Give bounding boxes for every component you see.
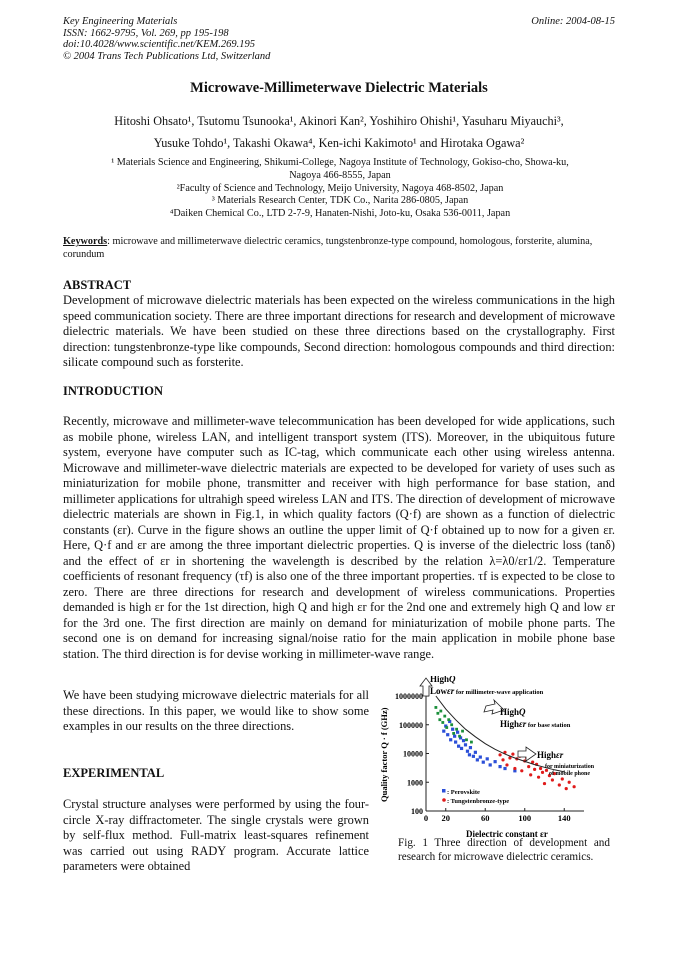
data-point-tungstenbronze <box>501 758 504 761</box>
keywords-text: : microwave and millimeterwave dielectric ceramics, tungstenbronze-type compound, homologous, forsterite, alumina, corundum <box>63 236 593 260</box>
paper-title: Microwave-Millimeterwave Dielectric Materials <box>190 80 488 96</box>
data-point-tungstenbronze <box>537 776 540 779</box>
data-point-other <box>458 735 461 738</box>
annotation-high-er-line1: Highεr <box>537 750 564 760</box>
data-point-perovskite <box>476 758 479 761</box>
issn: ISSN: 1662-9795, Vol. 269, pp 195-198 <box>63 27 229 39</box>
annotation-high-er-line3: of mobile phone <box>549 771 591 777</box>
data-point-perovskite <box>482 761 485 764</box>
y-tick-label: 100 <box>411 807 423 816</box>
data-point-tungstenbronze <box>573 785 576 788</box>
legend-swatch-tungstenbronze <box>442 798 446 802</box>
x-tick-label: 20 <box>441 813 450 823</box>
abstract-heading: ABSTRACT <box>63 278 132 292</box>
data-point-tungstenbronze <box>529 773 532 776</box>
data-point-perovskite <box>472 755 475 758</box>
data-point-perovskite <box>494 760 497 763</box>
affiliations <box>70 157 610 221</box>
figure-1-caption: Fig. 1 Three direction of development and research for microwave dielectric ceramics. <box>398 837 610 863</box>
authors-line-1: Hitoshi Ohsato¹, Tsutomu Tsunooka¹, Akinori Kan², Yoshihiro Ohishi¹, Yasuharu Miyauchi³, <box>114 114 564 128</box>
author-list <box>63 110 615 154</box>
data-point-perovskite <box>446 733 449 736</box>
data-point-tungstenbronze <box>527 765 530 768</box>
data-point-tungstenbronze <box>533 768 536 771</box>
abstract-text: Development of microwave dielectric materials has been expected on the wireless communications in the high speed communication society. There are three important directions for research and development of microwave dielectric materials. We have been studied on these three directions based on the crystallography. First direction: tungstenbronze-type like compounds, Second direction: homologous compounds and third direction: silicate compound such as forsterite. <box>63 293 615 369</box>
data-point-tungstenbronze <box>561 777 564 780</box>
introduction-paragraph-2: We have been studying microwave dielectric materials for all these directions. In this paper, we would like to show some examples in our results on the three directions. <box>63 688 369 733</box>
data-point-tungstenbronze <box>539 767 542 770</box>
x-tick-label: 100 <box>518 813 532 823</box>
data-point-other <box>455 728 458 731</box>
annotation-low-er-line2: Lowεr for millimeter-wave application <box>430 686 544 696</box>
experimental-heading: EXPERIMENTAL <box>63 766 165 780</box>
affiliation-2: ²Faculty of Science and Technology, Meijo University, Nagoya 468-8502, Japan <box>176 182 504 194</box>
legend-swatch-perovskite <box>442 789 446 793</box>
annotation-base-station-line2: Highεr for base station <box>500 719 571 729</box>
introduction-paragraph-1: Recently, microwave and millimeter-wave telecommunication has been developed for wide applications, such as mobile phone, wireless LAN, and intelligent transport system (ITS). Moreover, in the ubiquitous future system, everyone have computer such as IC-tag, which communicate each other using wireless antenna. Microwave and millimeter-wave dielectric materials are expected to be developed for variety of uses such as miniaturization for mobile phone, transmitter and receiver with high performance for base station, and millimeter applications for ultrahigh speed wireless LAN and ITS. The direction of development of microwave dielectric materials are shown in Fig.1, in which quality factors (Q·f) are shown as a function of dielectric constants (εr). Curve in the figure shows an outline the upper limit of Q·f obtained up to now for a given εr. Here, Q·f and εr are among the three important dielectric properties. Q is inverse of the dielectric loss (tanδ) and the effect of εr in shortening the wavelength is described by the relation λ=λ0/εr1/2. Temperature coefficients of resonant frequency (τf) is also one of the three important properties. τf is expected to be close to zero. There are three directions for research and development of wireless communications. Properties demanded is high εr for the 1st direction, high Q and high εr for the 2nd one and extremely high Q and low εr for the 3rd one. The first direction are mainly on demand for miniaturization of mobile phone parts. The second one is on demand for increasing signal/noise ratio for the main application in mobile phone base station. The third direction is for devise working in millimeter-wave range. <box>63 414 615 661</box>
annotation-base-station-line1: HighQ <box>500 707 526 717</box>
y-tick-label: 1000000 <box>395 692 423 701</box>
data-point-perovskite <box>464 743 467 746</box>
affiliation-1-cont: Nagoya 466-8555, Japan <box>289 169 391 181</box>
data-point-tungstenbronze <box>558 783 561 786</box>
experimental-paragraph-1: Crystal structure analyses were performed by using the four-circle X-ray diffractometer. The single crystals were grown by self-flux method. Full-matrix least-squares refinement was carried out using RADY program. Accurate lattice parameters were obtained <box>63 797 369 873</box>
affiliation-3: ³ Materials Research Center, TDK Co., Narita 286-0805, Japan <box>211 195 469 207</box>
annotation-low-er-line1: HighQ <box>430 676 456 684</box>
data-point-other <box>438 718 441 721</box>
x-axis-label: Dielectric constant εr <box>466 829 548 839</box>
online-date: Online: 2004-08-15 <box>531 16 615 27</box>
data-point-tungstenbronze <box>505 763 508 766</box>
data-point-tungstenbronze <box>568 781 571 784</box>
affiliation-1: ¹ Materials Science and Engineering, Shikumi-College, Nagoya Institute of Technology, Gokiso-cho, Showa-ku, <box>111 157 569 168</box>
arrow-high-er <box>518 747 536 761</box>
data-point-perovskite <box>454 740 457 743</box>
data-point-tungstenbronze <box>543 782 546 785</box>
data-point-other <box>447 718 450 721</box>
data-point-perovskite <box>479 755 482 758</box>
x-tick-label: 0 <box>423 813 429 823</box>
data-point-other <box>461 730 464 733</box>
data-point-perovskite <box>468 753 471 756</box>
x-tick-label: 60 <box>481 813 490 823</box>
data-point-tungstenbronze <box>513 767 516 770</box>
y-axis-label: Quality factor Q · f (GHz) <box>379 707 389 802</box>
data-point-perovskite <box>457 745 460 748</box>
keywords <box>63 236 618 262</box>
y-tick-label: 100000 <box>399 720 423 730</box>
keywords-label: Keywords <box>63 236 108 247</box>
annotation-high-er-line2: for miniaturization <box>545 764 595 770</box>
data-point-other <box>436 712 439 715</box>
data-point-perovskite <box>466 750 469 753</box>
data-point-tungstenbronze <box>551 778 554 781</box>
data-point-tungstenbronze <box>511 753 514 756</box>
data-point-perovskite <box>486 757 489 760</box>
data-point-tungstenbronze <box>565 787 568 790</box>
data-point-other <box>439 710 442 713</box>
authors-line-2: Yusuke Tohdo¹, Takashi Okawa⁴, Ken-ichi Kakimoto¹ and Hirotaka Ogawa² <box>153 136 525 150</box>
data-point-tungstenbronze <box>498 753 501 756</box>
legend-tungstenbronze: : Tungstenbronze-type <box>447 798 510 805</box>
legend-perovskite: : Perovskite <box>447 789 480 796</box>
data-point-other <box>470 741 473 744</box>
data-point-perovskite <box>453 735 456 738</box>
data-point-perovskite <box>451 728 454 731</box>
data-point-other <box>465 738 468 741</box>
data-point-tungstenbronze <box>520 769 523 772</box>
data-point-other <box>434 706 437 709</box>
data-point-other <box>443 715 446 718</box>
data-point-perovskite <box>442 730 445 733</box>
data-point-other <box>445 726 448 729</box>
data-point-other <box>452 732 455 735</box>
doi: doi:10.4028/www.scientific.net/KEM.269.195 <box>63 39 255 50</box>
data-point-perovskite <box>503 767 506 770</box>
y-tick-label: 10000 <box>403 749 423 759</box>
data-point-other <box>441 721 444 724</box>
copyright: © 2004 Trans Tech Publications Ltd, Switzerland <box>63 50 271 62</box>
data-point-tungstenbronze <box>541 771 544 774</box>
data-point-perovskite <box>474 751 477 754</box>
data-point-perovskite <box>469 746 472 749</box>
data-point-perovskite <box>456 731 459 734</box>
x-tick-label: 140 <box>557 813 571 823</box>
data-point-perovskite <box>449 738 452 741</box>
data-point-perovskite <box>460 747 463 750</box>
introduction-heading: INTRODUCTION <box>63 384 164 398</box>
data-point-perovskite <box>489 763 492 766</box>
data-point-perovskite <box>462 739 465 742</box>
data-point-other <box>450 723 453 726</box>
journal-name: Key Engineering Materials <box>63 16 178 27</box>
y-tick-label: 1000 <box>407 778 423 788</box>
data-point-perovskite <box>498 765 501 768</box>
affiliation-4: ⁴Daiken Chemical Co., LTD 2-7-9, Hanaten-Nishi, Joto-ku, Osaka 536-0011, Japan <box>169 208 511 220</box>
running-header <box>63 16 615 62</box>
